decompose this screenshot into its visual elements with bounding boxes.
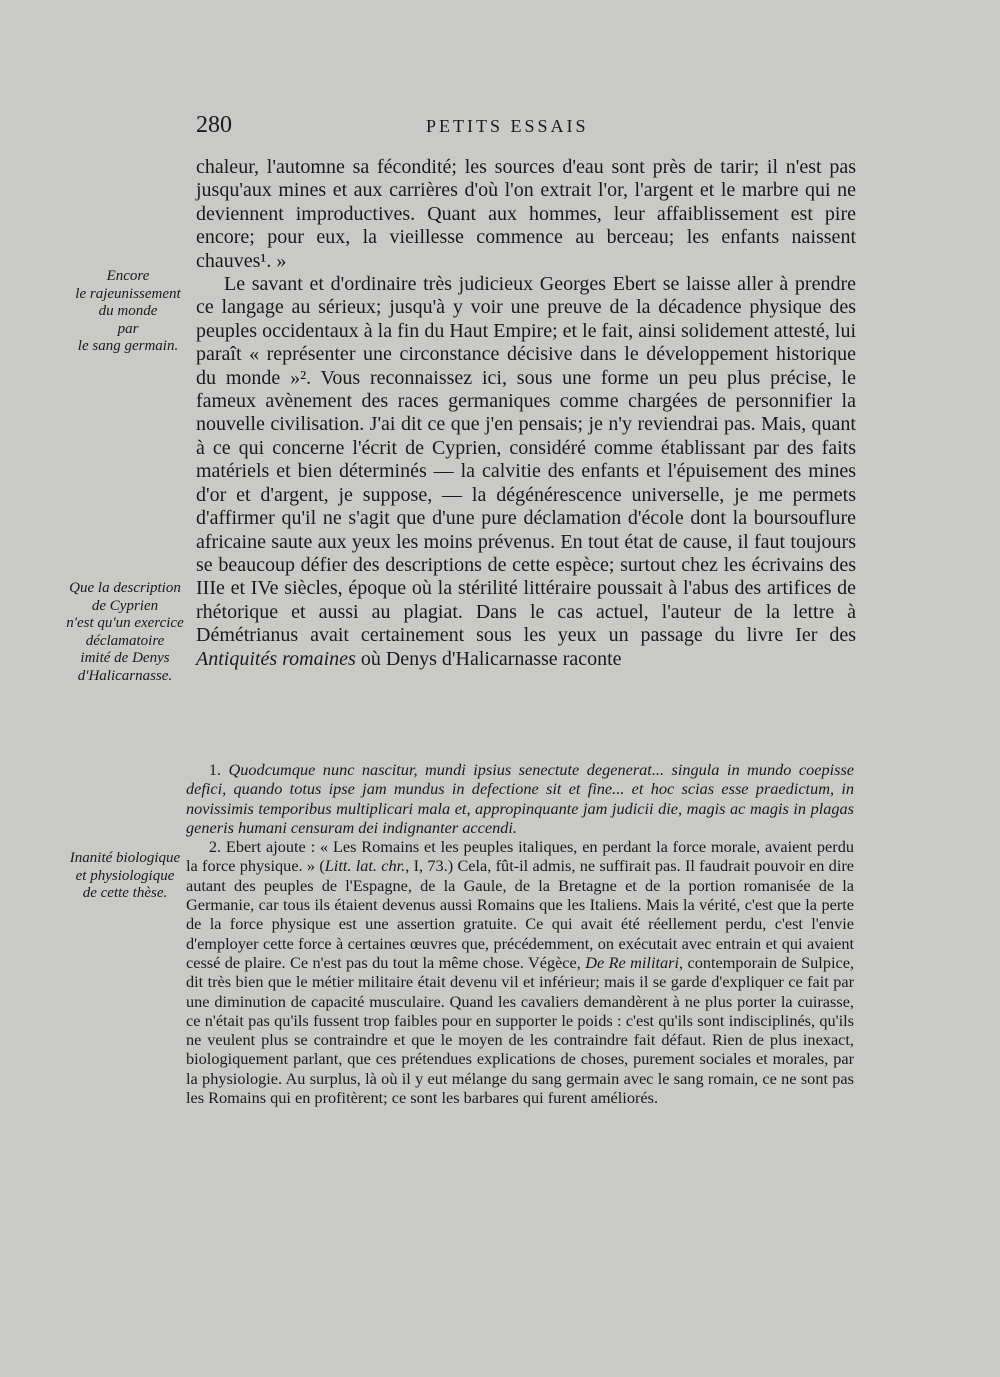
footnote-text: Quodcumque nunc nascitur, mundi ipsius senectute degenerat... singula in mundo coepisse defici, quando totus ipse jam mundus in defectione sit et fine... et hoc scias esse praedictum, in novissimis temporibus multiplicari mala et, appropinquante jam judicii die, magis ac magis in plagas generis humani censuram dei indignanter accendi. bbox=[186, 760, 855, 837]
citation: Litt. lat. chr. bbox=[324, 856, 406, 876]
paragraph-ebert bbox=[196, 273, 856, 671]
margin-note-line: déclamatoire bbox=[85, 632, 165, 649]
citation: De Re militari bbox=[585, 952, 680, 972]
margin-note-line: Que la description bbox=[69, 580, 181, 596]
paragraph-text: où Denys d'Halicarnasse raconte bbox=[360, 647, 622, 670]
margin-note-line: de Cyprien bbox=[91, 597, 159, 614]
margin-note-line: Inanité biologique bbox=[69, 850, 181, 866]
paragraph-text: Le savant et d'ordinaire très judicieux Georges Ebert se laisse aller à prendre ce langage au sérieux; jusqu'à y voir une preuve de la décadence physique des peuples occidentaux à la fin du Haut Empire; et le fait, ainsi solidement attesté, lui paraît « représenter une circonstance décisive dans le développement historique du monde »². Vous reconnaissez ici, sous une forme un peu plus précise, le fameux avènement des races germaniques comme chargées de personnifier la nouvelle civilisation. J'ai dit ce que j'en pensais; je n'y reviendrai pas. Mais, quant à ce qui concerne l'écrit de Cyprien, considéré comme établissant par des faits matériels et bien déterminés — la calvitie des enfants et l'épuisement des mines d'or et d'argent, je suppose, — la dégénérescence universelle, je me permets d'affirmer qu'il ne s'agit que d'une pure déclamation d'école dont la boursouflure africaine saute aux yeux les moins prévenus. En tout état de cause, il faut toujours se beaucoup défier des descriptions de cette espèce; surtout chez les écrivains des IIIe et IVe siècles, époque où la stérilité littéraire poussait à l'abus des artifices de rhétorique et aussi au plagiat. Dans le cas actuel, l'auteur de la lettre à Démétrianus avait certainement sous les yeux un passage du livre Ier des bbox=[196, 273, 856, 647]
margin-note-line: par bbox=[117, 320, 139, 337]
running-header bbox=[196, 112, 856, 142]
margin-note-line: le sang germain. bbox=[77, 338, 179, 354]
footnote-1 bbox=[186, 760, 854, 837]
margin-note-rejuvenation bbox=[64, 268, 192, 356]
margin-note-line: de cette thèse. bbox=[82, 885, 168, 901]
margin-note-description bbox=[58, 580, 192, 685]
margin-note-inanity bbox=[58, 850, 192, 903]
running-title: PETITS ESSAIS bbox=[426, 116, 589, 136]
margin-note-line: imité de Denys bbox=[80, 650, 170, 666]
paragraph-continued: chaleur, l'automne sa fécondité; les sources d'eau sont près de tarir; il n'est pas jusqu'aux mines et aux carrières d'où l'on extrait l'or, l'argent et le marbre qui ne deviennent improductives. Quant aux hommes, leur affaiblissement est pire encore; pour eux, la vieillesse commence au berceau; les enfants naissent chauves¹. » bbox=[196, 156, 856, 272]
book-title: Antiquités romaines bbox=[196, 647, 356, 670]
footnote-2 bbox=[186, 837, 854, 1107]
footnote-number: 2. bbox=[208, 837, 222, 857]
margin-note-line: Encore bbox=[106, 268, 150, 284]
footnotes bbox=[186, 760, 854, 1107]
margin-note-line: et physiologique bbox=[75, 867, 175, 884]
margin-note-line: n'est qu'un exercice bbox=[66, 615, 184, 631]
footnote-text: , I, 73.) Cela, fût-il admis, ne suffirait pas. Il faudrait pouvoir en dire autant des peuples de l'Espagne, de la Gaule, de la Bretagne et de la portion romanisée de la Germanie, car tous ils étaient devenus aussi Romains que les Italiens. Mais la vérité, c'est que la perte de la force physique est une assertion gratuite. Ce qui avait été réellement perdu, c'est l'envie d'employer cette force à certaines œuvres que, précédemment, on exécutait avec entrain et qui avaient cessé de plaire. Ce n'est pas du tout la même chose. Végèce, bbox=[186, 856, 854, 972]
page-number: 280 bbox=[196, 112, 232, 138]
footnote-number: 1. bbox=[208, 760, 222, 779]
footnote-text: Ebert ajoute : « Les Romains et les peuples italiques, en perdant la force morale, avaient perdu la force physique. » ( bbox=[186, 837, 854, 876]
margin-note-line: du monde bbox=[98, 303, 158, 319]
margin-note-line: le rajeunissement bbox=[75, 285, 181, 302]
footnote-text: , contemporain de Sulpice, dit très bien que le métier militaire était devenu vil et inférieur; mais il se garde d'expliquer ce fait par une diminution de capacité musculaire. Quand les cavaliers demandèrent à ne plus porter la cuirasse, ce n'était pas qu'ils fussent trop faibles pour en supporter le poids : c'est qu'ils sont indisciplinés, qu'ils ne veulent plus se contraindre et que le moyen de les contraindre fait défaut. Rien de plus inexact, biologiquement parlant, que ces prétendues explications de choses, purement sociales et morales, par la physiologie. Au surplus, là où il y eut mélange du sang germain avec le sang romain, ce ne sont pas les Romains qui en profitèrent; ce sont les barbares qui furent améliorés. bbox=[186, 952, 855, 1108]
main-text bbox=[196, 156, 856, 671]
margin-note-line: d'Halicarnasse. bbox=[77, 667, 173, 684]
